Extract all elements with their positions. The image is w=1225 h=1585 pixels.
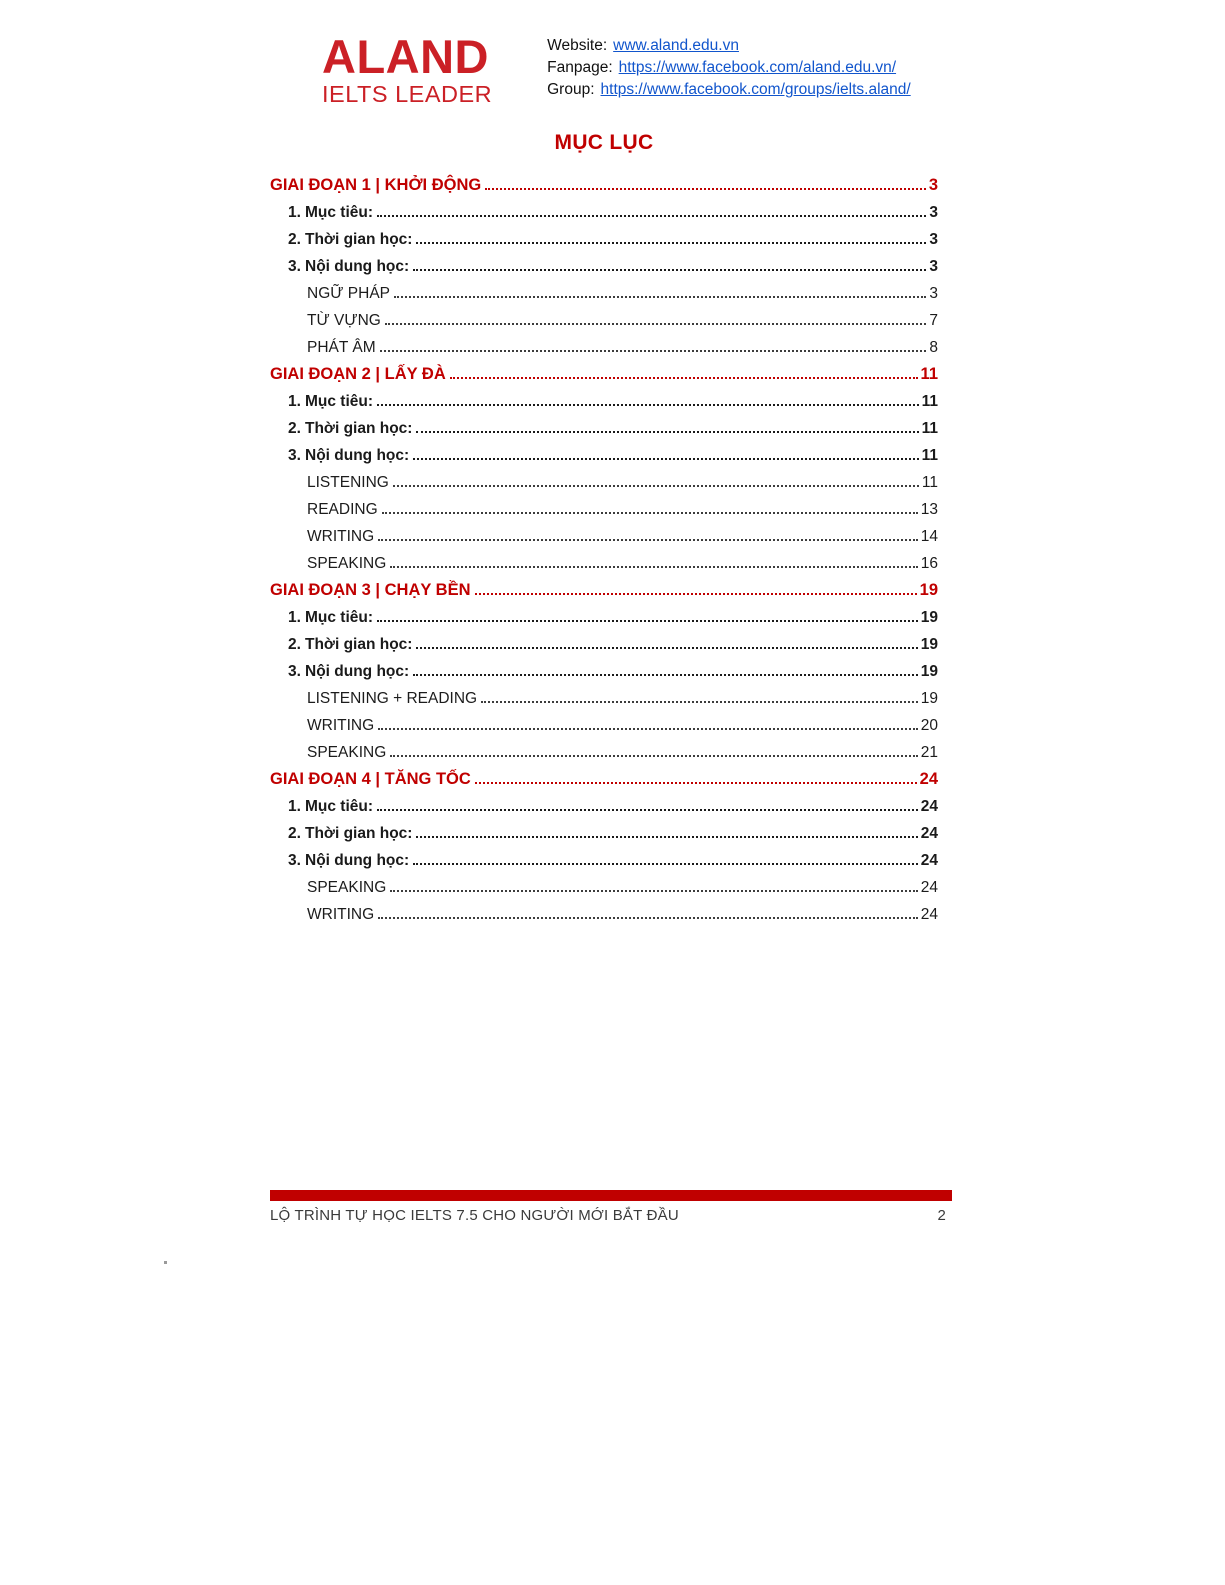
footer-divider-bar <box>270 1190 952 1201</box>
toc-entry-label: PHÁT ÂM <box>307 339 376 356</box>
toc-entry-number: 2. <box>288 231 301 248</box>
dot-leader <box>378 539 918 541</box>
dot-leader <box>380 350 927 352</box>
toc-entry-number: 1. <box>288 393 301 410</box>
toc-section-heading-4 <box>270 762 938 789</box>
toc-entry <box>270 276 938 303</box>
toc-entry-number: 3. <box>288 258 301 275</box>
toc-entry-page: 19 <box>920 690 938 707</box>
website-link[interactable]: www.aland.edu.vn <box>613 37 739 54</box>
dot-leader <box>416 836 917 838</box>
toc-entry <box>270 438 938 465</box>
group-label: Group: <box>547 81 595 98</box>
footer-page-number: 2 <box>937 1207 946 1224</box>
toc-entry <box>270 330 938 357</box>
toc-entry-label: Thời gian học: <box>305 231 413 248</box>
page-title: MỤC LỤC <box>554 131 654 154</box>
toc-entry-label: Mục tiêu: <box>305 798 374 815</box>
toc-entry-number: 3. <box>288 852 301 869</box>
dot-leader <box>382 512 918 514</box>
toc-entry-page: 19 <box>920 609 938 626</box>
toc-entry <box>270 411 938 438</box>
toc-entry <box>270 816 938 843</box>
toc-entry-number: 2. <box>288 636 301 653</box>
dot-leader <box>413 674 918 676</box>
dot-leader <box>390 566 918 568</box>
toc-entry-label: WRITING <box>307 717 375 734</box>
toc-entry <box>270 897 938 924</box>
toc-entry-number: 3. <box>288 447 301 464</box>
toc-entry-page: 3 <box>929 231 938 248</box>
toc-entry-page: 21 <box>920 744 938 761</box>
toc-entry <box>270 843 938 870</box>
toc-entry-page: 3 <box>929 258 938 275</box>
toc-section-heading-3 <box>270 573 938 600</box>
dot-leader <box>390 755 918 757</box>
toc-entry <box>270 789 938 816</box>
toc-entry <box>270 600 938 627</box>
fanpage-label: Fanpage: <box>547 59 613 76</box>
toc-entry-label: GIAI ĐOẠN 4 | TĂNG TỐC <box>270 770 471 788</box>
toc-entry-label: TỪ VỰNG <box>307 312 381 329</box>
toc-entry-label: Mục tiêu: <box>305 393 374 410</box>
aland-logo <box>322 30 493 107</box>
dot-leader <box>378 917 918 919</box>
toc-entry-label: Nội dung học: <box>305 663 410 680</box>
toc-entry-label: WRITING <box>307 528 375 545</box>
dot-leader <box>485 188 926 190</box>
toc-entry-page: 11 <box>921 474 938 491</box>
toc-entry <box>270 708 938 735</box>
toc-entry-number: 1. <box>288 798 301 815</box>
toc-entry-label: Nội dung học: <box>305 852 410 869</box>
toc-entry <box>270 384 938 411</box>
toc-entry-label: LISTENING <box>307 474 389 491</box>
toc-section-heading-1 <box>270 168 938 195</box>
logo-title: ALAND <box>322 30 489 83</box>
dot-leader <box>475 593 917 595</box>
dot-leader <box>390 890 918 892</box>
dot-leader <box>416 242 926 244</box>
contact-row-website <box>547 35 911 57</box>
toc-entry-number: 3. <box>288 663 301 680</box>
toc-entry-page: 11 <box>921 420 938 437</box>
toc-entry <box>270 654 938 681</box>
toc-entry-label: GIAI ĐOẠN 3 | CHẠY BỀN <box>270 581 471 599</box>
toc-entry <box>270 222 938 249</box>
toc-entry-page: 19 <box>919 581 938 599</box>
toc-entry-label: READING <box>307 501 378 518</box>
toc-entry-label: GIAI ĐOẠN 2 | LẤY ĐÀ <box>270 365 446 383</box>
page-header <box>322 30 911 107</box>
contact-row-group <box>547 79 911 101</box>
website-label: Website: <box>547 37 608 54</box>
page-footer <box>270 1207 946 1224</box>
toc-entry-label: Thời gian học: <box>305 825 413 842</box>
dot-leader <box>481 701 918 703</box>
logo-subtitle: IELTS LEADER <box>322 81 493 107</box>
fanpage-link[interactable]: https://www.facebook.com/aland.edu.vn/ <box>618 59 897 76</box>
dot-leader <box>450 377 918 379</box>
toc-entry-label: NGỮ PHÁP <box>307 285 391 302</box>
contact-info <box>547 33 911 101</box>
toc-entry-page: 14 <box>920 528 938 545</box>
dot-leader <box>377 620 918 622</box>
dot-leader <box>394 296 926 298</box>
dot-leader <box>475 782 917 784</box>
toc-entry-label: GIAI ĐOẠN 1 | KHỞI ĐỘNG <box>270 176 482 194</box>
dot-leader <box>377 215 926 217</box>
toc-entry-page: 19 <box>920 663 938 680</box>
toc-entry <box>270 735 938 762</box>
footer-document-title: LỘ TRÌNH TỰ HỌC IELTS 7.5 CHO NGƯỜI MỚI BẮT ĐẦU <box>270 1207 679 1224</box>
dot-leader <box>385 323 927 325</box>
toc-entry <box>270 465 938 492</box>
toc-entry-page: 8 <box>929 339 938 356</box>
toc-entry <box>270 519 938 546</box>
toc-entry-page: 11 <box>920 365 938 383</box>
table-of-contents <box>270 168 938 924</box>
toc-entry-page: 24 <box>920 879 938 896</box>
toc-entry-label: Thời gian học: <box>305 420 413 437</box>
dot-leader <box>416 647 917 649</box>
toc-entry-number: 1. <box>288 204 301 221</box>
toc-entry-page: 3 <box>929 285 938 302</box>
toc-entry-number: 2. <box>288 825 301 842</box>
toc-entry-label: Mục tiêu: <box>305 609 374 626</box>
toc-entry-page: 24 <box>919 770 938 788</box>
toc-entry-page: 16 <box>920 555 938 572</box>
toc-entry-label: SPEAKING <box>307 744 387 761</box>
toc-entry <box>270 870 938 897</box>
toc-entry-page: 3 <box>928 176 938 194</box>
dot-leader <box>413 269 926 271</box>
toc-entry-label: Nội dung học: <box>305 447 410 464</box>
dot-leader <box>377 809 918 811</box>
toc-entry-page: 13 <box>920 501 938 518</box>
dot-leader <box>393 485 919 487</box>
toc-entry-page: 24 <box>920 798 938 815</box>
toc-entry-label: LISTENING + READING <box>307 690 478 707</box>
toc-entry-page: 3 <box>929 204 938 221</box>
toc-entry-label: Mục tiêu: <box>305 204 374 221</box>
toc-entry-page: 11 <box>921 447 938 464</box>
toc-entry-number: 2. <box>288 420 301 437</box>
toc-entry <box>270 492 938 519</box>
toc-entry-page: 19 <box>920 636 938 653</box>
toc-entry <box>270 195 938 222</box>
dot-leader <box>378 728 918 730</box>
contact-row-fanpage <box>547 57 911 79</box>
toc-entry <box>270 546 938 573</box>
toc-entry-label: Nội dung học: <box>305 258 410 275</box>
dot-leader <box>377 404 919 406</box>
dot-leader <box>416 431 918 433</box>
toc-entry-label: WRITING <box>307 906 375 923</box>
toc-entry-page: 24 <box>920 852 938 869</box>
toc-entry <box>270 249 938 276</box>
toc-section-heading-2 <box>270 357 938 384</box>
toc-entry-page: 11 <box>921 393 938 410</box>
toc-entry-page: 20 <box>920 717 938 734</box>
toc-entry <box>270 681 938 708</box>
toc-entry-page: 24 <box>920 825 938 842</box>
toc-entry <box>270 303 938 330</box>
dot-leader <box>413 458 918 460</box>
toc-entry <box>270 627 938 654</box>
scan-artifact-dot <box>164 1261 167 1264</box>
group-link[interactable]: https://www.facebook.com/groups/ielts.aland/ <box>600 81 911 98</box>
toc-entry-page: 7 <box>929 312 938 329</box>
toc-entry-page: 24 <box>920 906 938 923</box>
toc-entry-label: SPEAKING <box>307 879 387 896</box>
toc-entry-label: Thời gian học: <box>305 636 413 653</box>
toc-entry-label: SPEAKING <box>307 555 387 572</box>
dot-leader <box>413 863 918 865</box>
toc-entry-number: 1. <box>288 609 301 626</box>
